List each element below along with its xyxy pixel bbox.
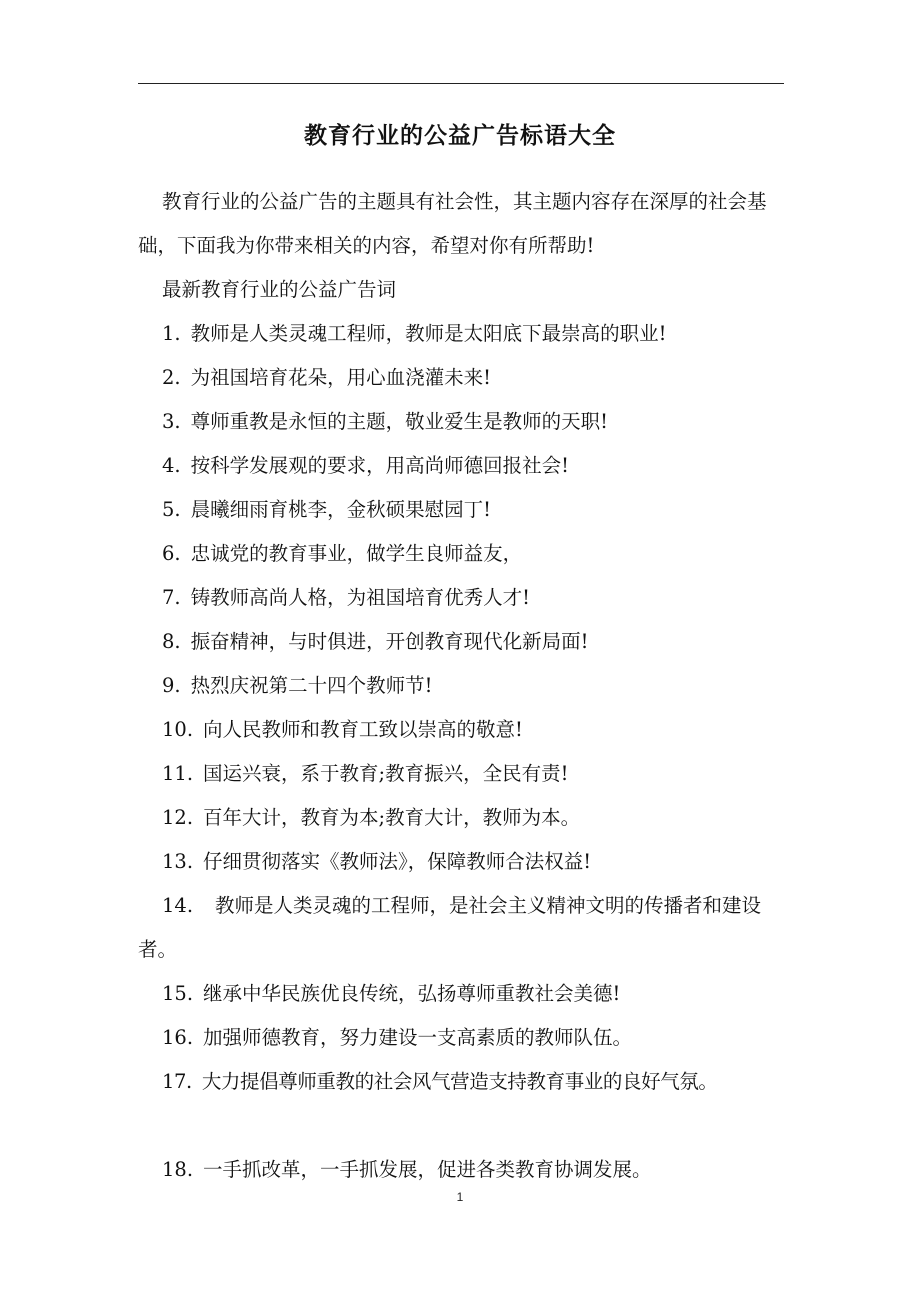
item-number: 15. xyxy=(162,982,194,1005)
item-number: 4. xyxy=(162,454,181,477)
list-item xyxy=(138,620,786,664)
item-number: 2. xyxy=(162,366,181,389)
intro-paragraph: 教育行业的公益广告的主题具有社会性，其主题内容存在深厚的社会基础，下面我为你带来相关的内容，希望对你有所帮助! xyxy=(138,190,767,257)
document-body xyxy=(138,180,786,1192)
list-item xyxy=(138,488,786,532)
item-number: 13. xyxy=(162,850,194,873)
list-item xyxy=(138,1148,786,1192)
header-rule xyxy=(138,83,784,84)
item-text: 教师是人类灵魂的工程师，是社会主义精神文明的传播者和建设者。 xyxy=(138,894,762,961)
item-text: 尊师重教是永恒的主题，敬业爱生是教师的天职! xyxy=(190,410,608,433)
list-item xyxy=(138,884,786,972)
item-number: 1. xyxy=(162,322,181,345)
item-text: 大力提倡尊师重教的社会风气营造支持教育事业的良好气氛。 xyxy=(201,1070,718,1093)
item-number: 7. xyxy=(162,586,181,609)
item-text: 国运兴衰，系于教育;教育振兴，全民有责! xyxy=(203,762,569,785)
list-item xyxy=(138,796,786,840)
item-text: 继承中华民族优良传统，弘扬尊师重教社会美德! xyxy=(203,982,621,1005)
item-number: 8. xyxy=(162,630,181,653)
item-text: 百年大计，教育为本;教育大计，教师为本。 xyxy=(203,806,581,829)
list-item xyxy=(138,312,786,356)
list-item xyxy=(138,664,786,708)
list-item xyxy=(138,972,786,1016)
item-text: 为祖国培育花朵，用心血浇灌未来! xyxy=(190,366,491,389)
item-text: 晨曦细雨育桃李，金秋硕果慰园丁! xyxy=(190,498,491,521)
item-number: 6. xyxy=(162,542,181,565)
list-item xyxy=(138,444,786,488)
item-text: 向人民教师和教育工致以崇高的敬意! xyxy=(203,718,523,741)
item-number: 10. xyxy=(162,718,194,741)
item-text: 振奋精神，与时俱进，开创教育现代化新局面! xyxy=(190,630,589,653)
list-item xyxy=(138,532,786,576)
item-text: 铸教师高尚人格，为祖国培育优秀人才! xyxy=(190,586,530,609)
document-title: 教育行业的公益广告标语大全 xyxy=(304,123,616,149)
item-number: 17. xyxy=(162,1070,192,1093)
item-text: 仔细贯彻落实《教师法》，保障教师合法权益! xyxy=(203,850,592,873)
item-number: 14. xyxy=(162,894,194,917)
item-number: 5. xyxy=(162,498,181,521)
item-text: 按科学发展观的要求，用高尚师德回报社会! xyxy=(190,454,569,477)
list-item xyxy=(138,1060,786,1104)
list-item xyxy=(138,576,786,620)
item-number: 11. xyxy=(162,762,194,785)
item-number: 16. xyxy=(162,1026,194,1049)
item-number: 12. xyxy=(162,806,194,829)
item-text: 教师是人类灵魂工程师，教师是太阳底下最崇高的职业! xyxy=(190,322,667,345)
list-item xyxy=(138,1016,786,1060)
blank-line xyxy=(138,1104,786,1148)
item-number: 3. xyxy=(162,410,181,433)
item-text: 忠诚党的教育事业，做学生良师益友， xyxy=(190,542,523,565)
page-number: 1 xyxy=(456,1190,464,1204)
item-number: 9. xyxy=(162,674,181,697)
list-item xyxy=(138,356,786,400)
list-item xyxy=(138,400,786,444)
item-text: 热烈庆祝第二十四个教师节! xyxy=(190,674,433,697)
subheading: 最新教育行业的公益广告词 xyxy=(162,278,397,301)
list-item xyxy=(138,708,786,752)
item-text: 加强师德教育，努力建设一支高素质的教师队伍。 xyxy=(203,1026,633,1049)
item-number: 18. xyxy=(162,1158,194,1181)
list-item xyxy=(138,752,786,796)
list-item xyxy=(138,840,786,884)
item-text: 一手抓改革，一手抓发展，促进各类教育协调发展。 xyxy=(203,1158,652,1181)
